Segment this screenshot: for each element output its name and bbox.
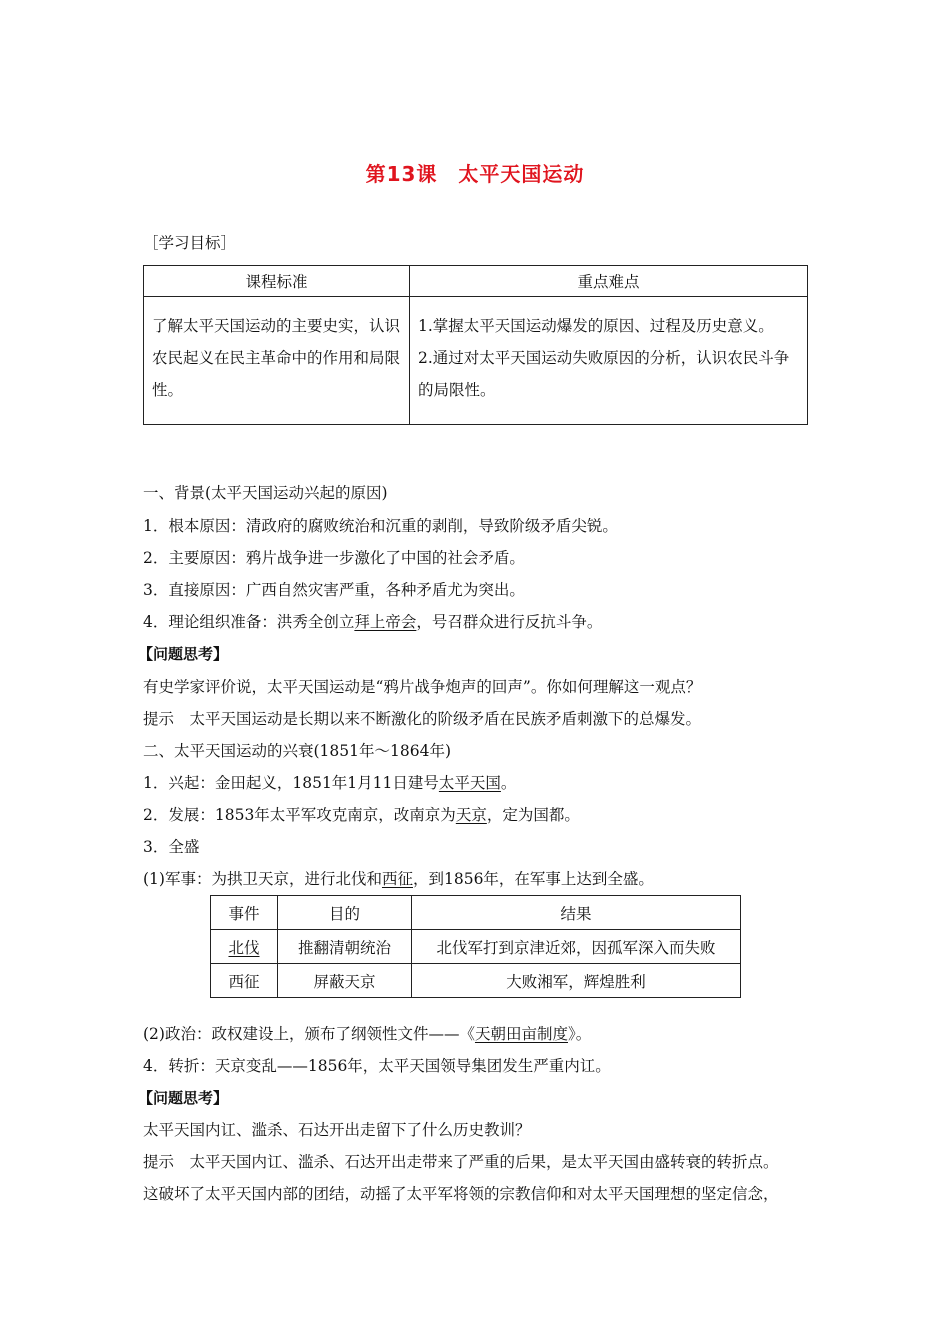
- section1-heading: 一、背景(太平天国运动兴起的原因): [143, 484, 388, 502]
- think2-question: 太平天国内讧、滥杀、石达开出走留下了什么历史教训？: [143, 1121, 531, 1139]
- politics-key-term: 天朝田亩制度: [474, 1025, 568, 1043]
- military-table: [210, 895, 741, 998]
- think1-question: 有史学家评价说，太平天国运动是“鸦片战争炮声的回声”。你如何理解这一观点？: [143, 678, 702, 696]
- item4-suffix: ，号召群众进行反抗斗争。: [416, 613, 603, 631]
- rise-line: [143, 772, 516, 794]
- purpose-cell: 推翻清朝统治: [278, 930, 412, 964]
- think2-label: 【问题思考】: [138, 1089, 229, 1107]
- header-event: 事件: [211, 896, 278, 930]
- dev-suffix: ，定为国都。: [486, 806, 580, 824]
- event-cell: 西征: [211, 964, 278, 998]
- header-key-points: 重点难点: [410, 266, 808, 297]
- rise-suffix: 。: [500, 774, 517, 792]
- header-result: 结果: [412, 896, 741, 930]
- politics-suffix: 》。: [567, 1025, 592, 1043]
- think1-answer: 提示 太平天国运动是长期以来不断激化的阶级矛盾在民族矛盾刺激下的总爆发。: [143, 710, 702, 728]
- event-text: 北伐: [228, 938, 260, 957]
- dev-key-term: 天京: [455, 806, 487, 824]
- item4-key-term: 拜上帝会: [354, 613, 417, 631]
- section2-heading: 二、太平天国运动的兴衰(1851年～1864年): [143, 742, 451, 760]
- objectives-table: [143, 265, 808, 425]
- result-cell: 北伐军打到京津近郊，因孤军深入而失败: [412, 930, 741, 964]
- turning-point-line: 4．转折：天京变乱——1856年，太平天国领导集团发生严重内讧。: [143, 1057, 611, 1075]
- think2-answer-1: 提示 太平天国内讧、滥杀、石达开出走带来了严重的后果，是太平天国由盛转衰的转折点。: [143, 1153, 779, 1171]
- background-item-3: 3．直接原因：广西自然灾害严重，各种矛盾尤为突出。: [143, 581, 525, 599]
- military-prefix: (1)军事：为拱卫天京，进行北伐和: [143, 870, 382, 888]
- key-point-1: 1.掌握太平天国运动爆发的原因、过程及历史意义。: [418, 317, 774, 335]
- rise-prefix: 1．兴起：金田起义，1851年1月11日建号: [143, 774, 439, 792]
- event-cell: [211, 930, 278, 964]
- key-point-2: 2.通过对太平天国运动失败原因的分析，认识农民斗争的局限性。: [418, 349, 790, 399]
- background-item-4: [143, 611, 602, 633]
- standard-cell: [144, 297, 410, 425]
- rise-key-term: 太平天国: [438, 774, 501, 792]
- key-points-cell: [410, 297, 808, 425]
- table-row: [211, 964, 741, 998]
- dev-prefix: 2．发展：1853年太平军攻克南京，改南京为: [143, 806, 456, 824]
- lesson-title: 第13课 太平天国运动: [365, 162, 585, 186]
- item4-prefix: 4．理论组织准备：洪秀全创立: [143, 613, 355, 631]
- header-purpose: 目的: [278, 896, 412, 930]
- objectives-label: ［学习目标］: [143, 234, 237, 252]
- military-key-term: 西征: [381, 870, 413, 888]
- military-line: [143, 868, 654, 890]
- table-row: [211, 930, 741, 964]
- standard-text: 了解太平天国运动的主要史实，认识农民起义在民主革命中的作用和局限性。: [152, 317, 401, 399]
- result-cell: 大败湘军，辉煌胜利: [412, 964, 741, 998]
- development-line: [143, 804, 580, 826]
- military-suffix: ，到1856年，在军事上达到全盛。: [412, 870, 654, 888]
- purpose-cell: 屏蔽天京: [278, 964, 412, 998]
- politics-line: [143, 1023, 591, 1045]
- header-standard: 课程标准: [144, 266, 410, 297]
- background-item-2: 2．主要原因：鸦片战争进一步激化了中国的社会矛盾。: [143, 549, 525, 567]
- peak-line: 3．全盛: [143, 838, 200, 856]
- think2-answer-2: 这破坏了太平天国内部的团结，动摇了太平军将领的宗教信仰和对太平天国理想的坚定信念，: [143, 1185, 779, 1203]
- politics-prefix: (2)政治：政权建设上，颁布了纲领性文件——《: [143, 1025, 475, 1043]
- background-item-1: 1．根本原因：清政府的腐败统治和沉重的剥削，导致阶级矛盾尖锐。: [143, 517, 618, 535]
- think1-label: 【问题思考】: [138, 645, 229, 663]
